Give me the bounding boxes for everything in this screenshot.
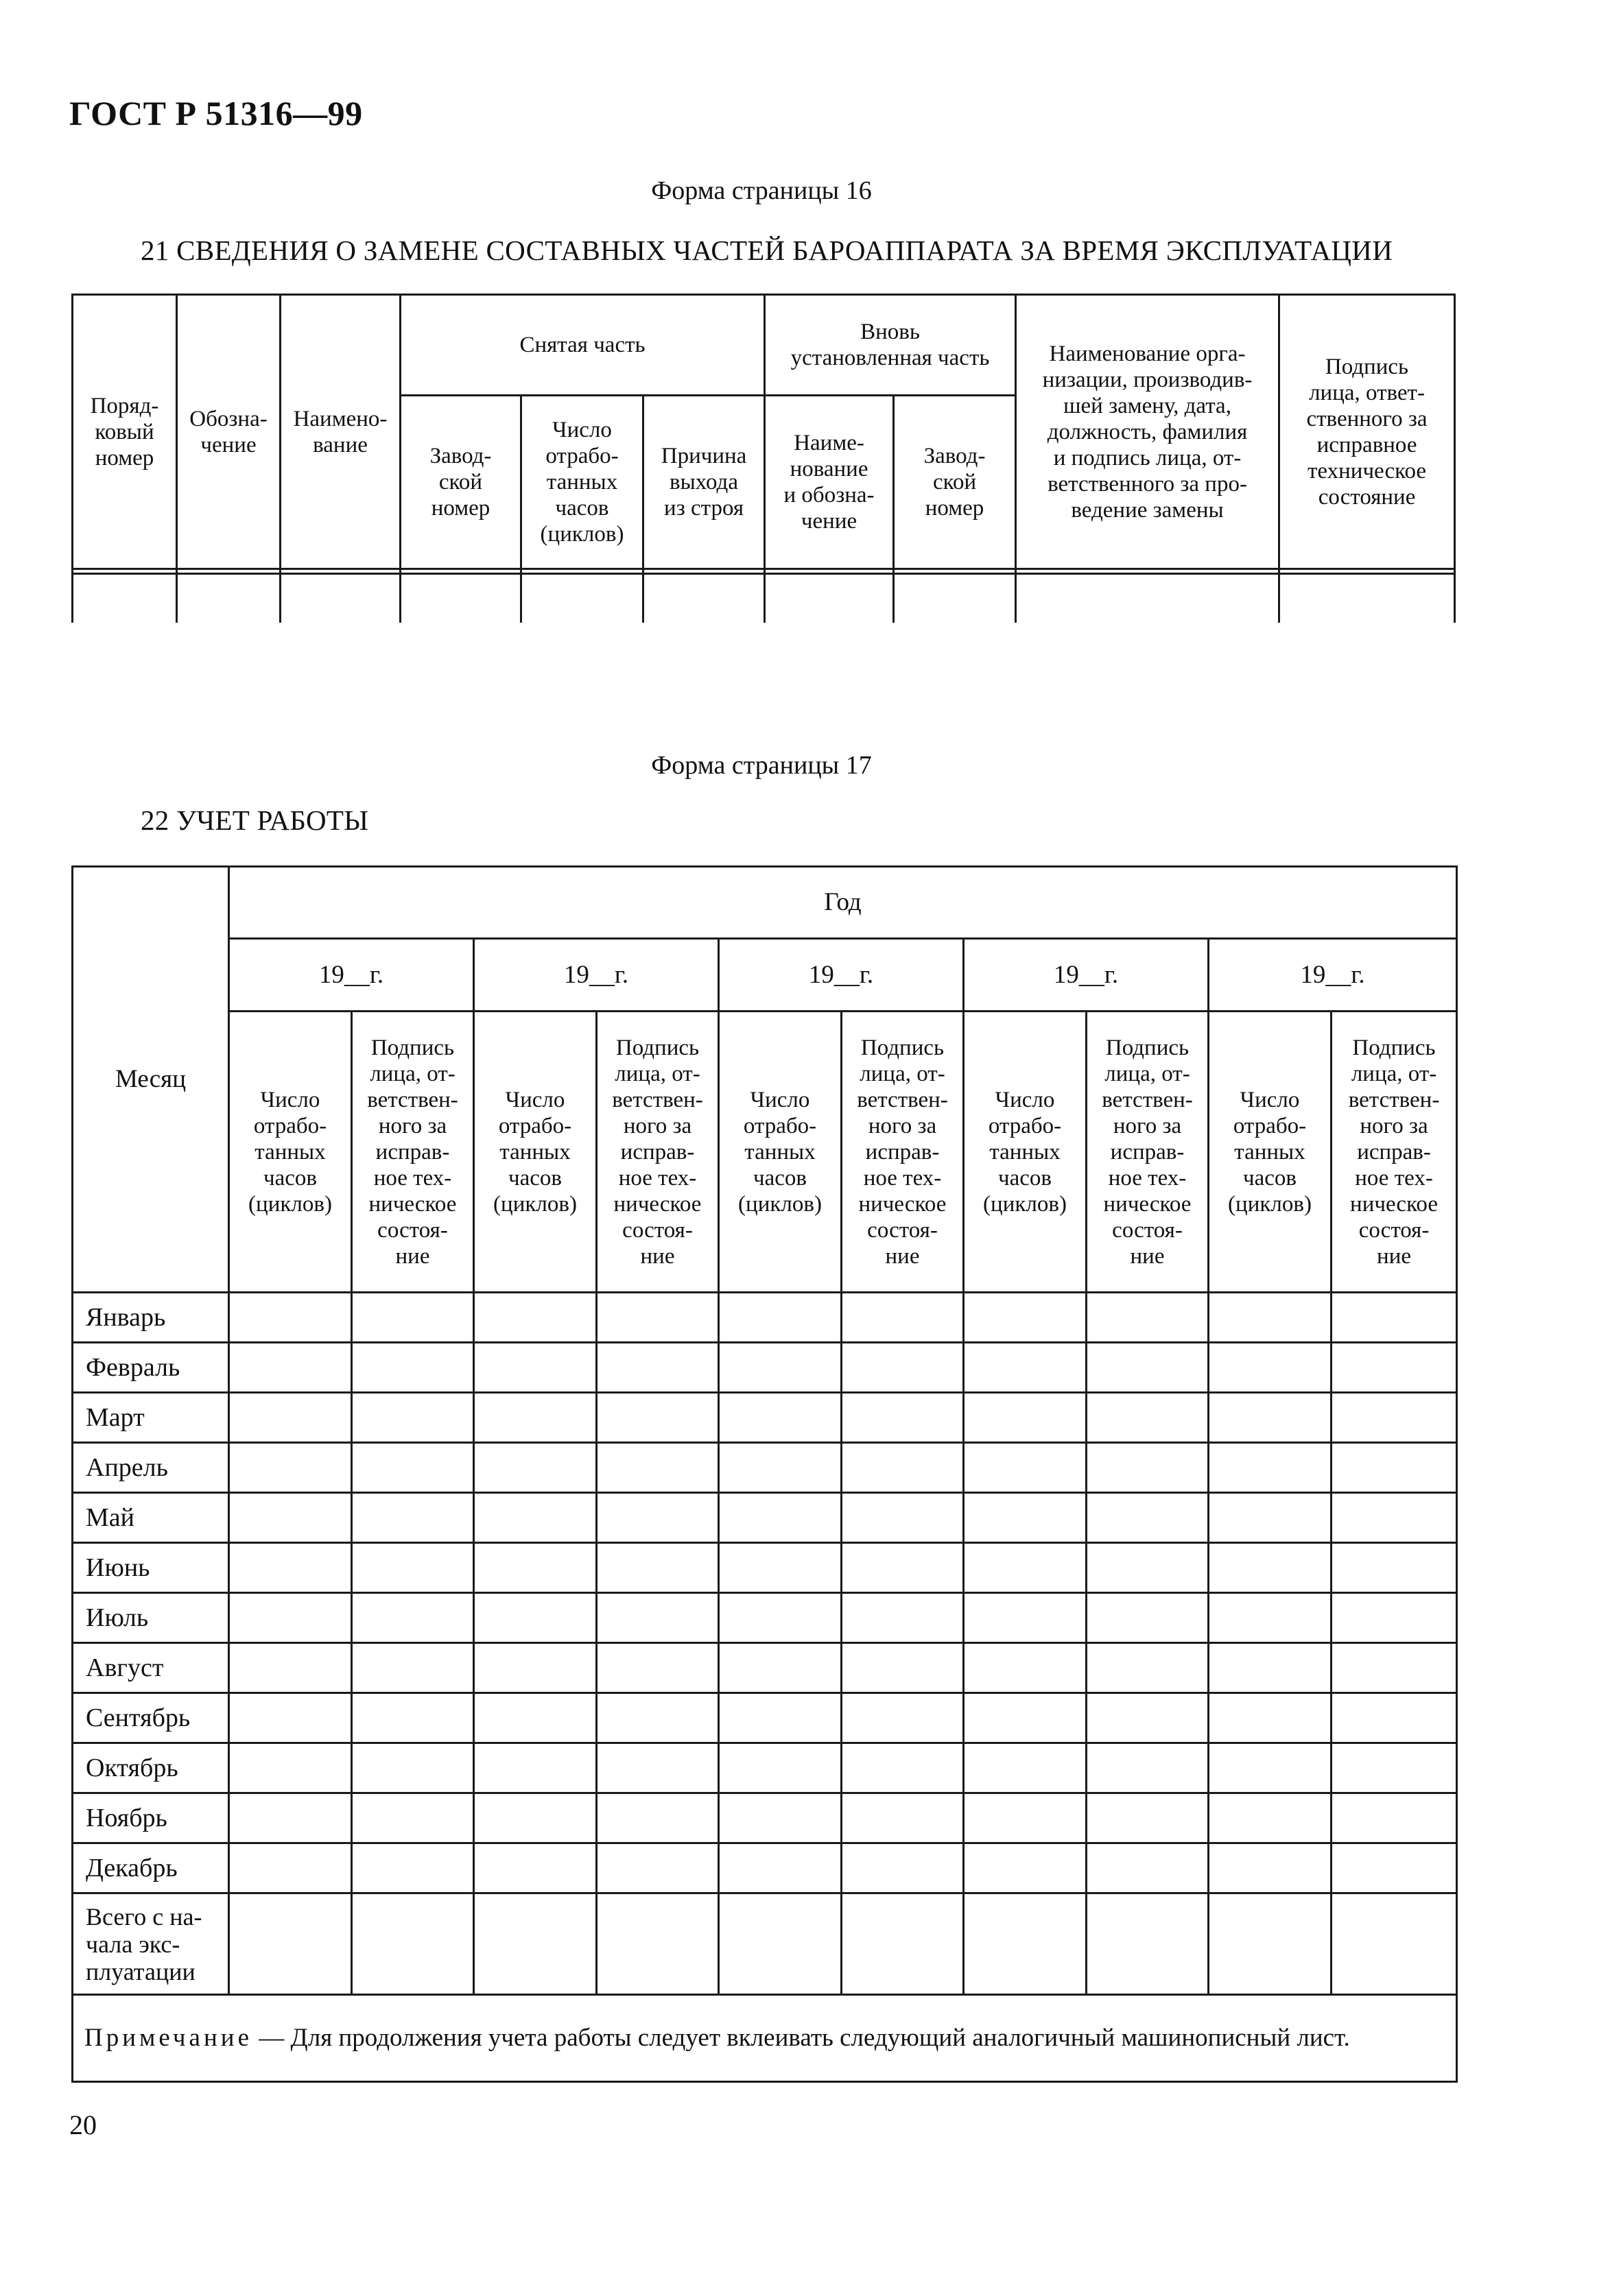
month-label: Сентябрь [73, 1693, 229, 1743]
table-cell[interactable] [719, 1343, 842, 1393]
col-designation: Обозна- чение [177, 295, 281, 569]
table-cell[interactable] [1209, 1743, 1332, 1793]
table-cell[interactable] [964, 1843, 1087, 1893]
table-cell[interactable] [597, 1693, 719, 1743]
table-cell[interactable] [719, 1693, 842, 1743]
table-cell[interactable] [964, 1543, 1087, 1593]
table-cell[interactable] [1087, 1343, 1209, 1393]
table-cell[interactable] [1332, 1643, 1457, 1693]
table-cell[interactable] [1209, 1593, 1332, 1643]
col-installed-name: Наиме- нование и обозна- чение [765, 396, 894, 569]
table-cell[interactable] [1087, 1743, 1209, 1793]
table-cell[interactable] [352, 1743, 474, 1793]
work-log-table [71, 865, 1458, 2083]
table-cell[interactable] [719, 1443, 842, 1493]
table-cell[interactable] [597, 1293, 719, 1343]
table-cell[interactable] [964, 1443, 1087, 1493]
col-signature-year-2: Подпись лица, от- ветствен- ного за исправ- ное тех- ническое состоя- ние [597, 1012, 719, 1293]
table-row [73, 1793, 1457, 1843]
table-row [73, 1443, 1457, 1493]
table-cell[interactable] [474, 1493, 597, 1543]
table-cell[interactable] [842, 1493, 964, 1543]
table-cell[interactable] [474, 1743, 597, 1793]
table-cell[interactable] [719, 1393, 842, 1443]
table-cell[interactable] [597, 1493, 719, 1543]
col-installed-part: Вновь установленная часть [765, 295, 1016, 396]
table-row [73, 1493, 1457, 1543]
table-cell[interactable] [229, 1493, 352, 1543]
table-cell[interactable] [229, 1343, 352, 1393]
col-removed-reason: Причина выхода из строя [643, 396, 765, 569]
table-cell[interactable] [597, 1393, 719, 1443]
table-cell[interactable] [964, 1593, 1087, 1643]
col-hours-year-5: Число отрабо- танных часов (циклов) [1209, 1012, 1332, 1293]
year-3: 19__г. [719, 939, 964, 1012]
col-signature-year-5: Подпись лица, от- ветствен- ного за исправ- ное тех- ническое состоя- ние [1332, 1012, 1457, 1293]
table-cell[interactable] [597, 1643, 719, 1693]
table-cell[interactable] [1209, 1543, 1332, 1593]
table-cell[interactable] [1209, 1643, 1332, 1693]
table-cell[interactable] [1332, 1393, 1457, 1443]
section-22-title: 22 УЧЕТ РАБОТЫ [141, 804, 369, 836]
col-hours-year-1: Число отрабо- танных часов (циклов) [229, 1012, 352, 1293]
table-cell[interactable] [964, 1643, 1087, 1693]
table-cell[interactable] [229, 1543, 352, 1593]
col-signature-year-1: Подпись лица, от- ветствен- ного за исправ- ное тех- ническое состоя- ние [352, 1012, 474, 1293]
month-label: Май [73, 1493, 229, 1543]
table-cell[interactable] [597, 1843, 719, 1893]
table-cell[interactable] [597, 1443, 719, 1493]
table-cell[interactable] [842, 1293, 964, 1343]
table-cell[interactable] [352, 1543, 474, 1593]
form-17-title: Форма страницы 17 [651, 751, 872, 780]
table-cell[interactable] [1332, 1443, 1457, 1493]
standard-number: ГОСТ Р 51316—99 [69, 94, 363, 132]
table-cell[interactable] [842, 1693, 964, 1743]
table-row [73, 1693, 1457, 1743]
table-cell[interactable] [842, 1743, 964, 1793]
form-16-title: Форма страницы 16 [651, 176, 872, 205]
col-hours-year-4: Число отрабо- танных часов (циклов) [964, 1012, 1087, 1293]
table-cell[interactable] [842, 1643, 964, 1693]
col-removed-serial: Завод- ской номер [401, 396, 521, 569]
parts-replacement-table [71, 294, 1456, 623]
month-label: Январь [73, 1293, 229, 1343]
table-cell[interactable] [229, 1793, 352, 1843]
table-cell[interactable] [719, 1743, 842, 1793]
month-label: Ноябрь [73, 1793, 229, 1843]
table-row [73, 1643, 1457, 1693]
table-cell[interactable] [229, 1643, 352, 1693]
table-row [73, 1393, 1457, 1443]
month-label: Август [73, 1643, 229, 1693]
col-month: Месяц [73, 867, 229, 1293]
table-cell[interactable] [842, 1543, 964, 1593]
month-label: Апрель [73, 1443, 229, 1493]
note-text: — Для продолжения учета работы следует вклеивать следующий аналогичный машинописный лист. [252, 2024, 1350, 2052]
table-cell[interactable] [842, 1393, 964, 1443]
table-cell[interactable] [352, 1343, 474, 1393]
table-cell[interactable] [474, 1793, 597, 1843]
table-row [73, 1843, 1457, 1893]
table-cell[interactable] [229, 1743, 352, 1793]
table-cell[interactable] [964, 1743, 1087, 1793]
table-cell[interactable] [474, 1443, 597, 1493]
table-cell[interactable] [719, 1593, 842, 1643]
table-cell[interactable] [719, 1493, 842, 1543]
col-organization: Наименование орга- низации, производив- шей замену, дата, должность, фамилия и подпись лица, от- ветственного за про- ведение замены [1016, 295, 1279, 569]
table-cell[interactable] [229, 1393, 352, 1443]
year-5: 19__г. [1209, 939, 1457, 1012]
table-cell[interactable] [964, 1393, 1087, 1443]
table-row [73, 1343, 1457, 1393]
year-4: 19__г. [964, 939, 1209, 1012]
month-label: Июнь [73, 1543, 229, 1593]
table-cell[interactable] [1087, 1293, 1209, 1343]
table-row [73, 1593, 1457, 1643]
table-cell[interactable] [719, 1843, 842, 1893]
table-cell[interactable] [1332, 1543, 1457, 1593]
table-cell[interactable] [1332, 1593, 1457, 1643]
table-cell[interactable] [842, 1843, 964, 1893]
table-cell[interactable] [1332, 1843, 1457, 1893]
table-cell[interactable] [1087, 1693, 1209, 1743]
table-cell[interactable] [964, 1693, 1087, 1743]
table-cell[interactable] [719, 1643, 842, 1693]
table-cell[interactable] [352, 1293, 474, 1343]
month-label: Декабрь [73, 1843, 229, 1893]
table-cell[interactable] [474, 1643, 597, 1693]
col-signature-year-3: Подпись лица, от- ветствен- ного за исправ- ное тех- ническое состоя- ние [842, 1012, 964, 1293]
col-hours-year-2: Число отрабо- танных часов (циклов) [474, 1012, 597, 1293]
table-cell[interactable] [352, 1393, 474, 1443]
table-cell[interactable] [842, 1793, 964, 1843]
table-cell[interactable] [1209, 1293, 1332, 1343]
table-cell[interactable] [719, 1293, 842, 1343]
year-1: 19__г. [229, 939, 474, 1012]
table-cell[interactable] [229, 1593, 352, 1643]
table-cell[interactable] [964, 1793, 1087, 1843]
table-row [73, 574, 1455, 623]
table-cell[interactable] [1209, 1493, 1332, 1543]
table-cell[interactable] [352, 1443, 474, 1493]
table-cell[interactable] [597, 1793, 719, 1843]
table-cell[interactable] [1209, 1843, 1332, 1893]
table-cell[interactable] [1087, 1393, 1209, 1443]
table-cell[interactable] [229, 1293, 352, 1343]
table-cell[interactable] [842, 1593, 964, 1643]
table-cell[interactable] [964, 1343, 1087, 1393]
note-label: Примечание [84, 2024, 252, 2052]
table-cell[interactable] [352, 1493, 474, 1543]
table-cell[interactable] [352, 1643, 474, 1693]
table-cell[interactable] [1209, 1393, 1332, 1443]
table-cell[interactable] [1087, 1643, 1209, 1693]
col-removed-hours: Число отрабо- танных часов (циклов) [521, 396, 643, 569]
table-cell[interactable] [1332, 1293, 1457, 1343]
table-cell[interactable] [1332, 1493, 1457, 1543]
table-cell[interactable] [719, 1543, 842, 1593]
table-cell[interactable] [474, 1393, 597, 1443]
table-cell[interactable] [1087, 1443, 1209, 1493]
table-row [73, 1293, 1457, 1343]
table-cell[interactable] [1332, 1743, 1457, 1793]
col-signature-year-4: Подпись лица, от- ветствен- ного за исправ- ное тех- ническое состоя- ние [1087, 1012, 1209, 1293]
table-cell[interactable] [964, 1293, 1087, 1343]
table-cell[interactable] [474, 1593, 597, 1643]
table-cell[interactable] [352, 1593, 474, 1643]
table-cell[interactable] [597, 1343, 719, 1393]
table-cell[interactable] [229, 1693, 352, 1743]
table-cell[interactable] [1209, 1443, 1332, 1493]
table-cell[interactable] [474, 1343, 597, 1393]
table-cell[interactable] [597, 1543, 719, 1593]
table-cell[interactable] [352, 1793, 474, 1843]
table-cell[interactable] [1209, 1693, 1332, 1743]
table-cell[interactable] [1209, 1343, 1332, 1393]
table-cell[interactable] [1087, 1543, 1209, 1593]
col-removed-part: Снятая часть [401, 295, 765, 396]
col-hours-year-3: Число отрабо- танных часов (циклов) [719, 1012, 842, 1293]
table-cell[interactable] [1087, 1493, 1209, 1543]
table-cell[interactable] [1332, 1343, 1457, 1393]
table-cell[interactable] [229, 1443, 352, 1493]
col-name: Наимено- вание [281, 295, 401, 569]
section-21-title: 21 СВЕДЕНИЯ О ЗАМЕНЕ СОСТАВНЫХ ЧАСТЕЙ БАРОАППАРАТА ЗА ВРЕМЯ ЭКСПЛУАТАЦИИ [141, 235, 1393, 266]
table-cell[interactable] [597, 1593, 719, 1643]
table-cell[interactable] [352, 1693, 474, 1743]
table-cell[interactable] [1209, 1793, 1332, 1843]
month-label: Февраль [73, 1343, 229, 1393]
table-cell[interactable] [1332, 1693, 1457, 1743]
col-signature: Подпись лица, ответ- ственного за исправное техническое состояние [1279, 295, 1455, 569]
total-label: Всего с на- чала экс- плуатации [73, 1893, 229, 1995]
table-cell[interactable] [964, 1493, 1087, 1543]
table-cell[interactable] [1332, 1793, 1457, 1843]
table-cell[interactable] [474, 1293, 597, 1343]
col-order-number: Поряд- ковый номер [73, 295, 177, 569]
col-year: Год [229, 867, 1457, 939]
note [73, 1995, 1457, 2082]
table-cell[interactable] [1087, 1593, 1209, 1643]
table-cell[interactable] [352, 1843, 474, 1893]
col-installed-serial: Завод- ской номер [894, 396, 1016, 569]
table-cell[interactable] [474, 1543, 597, 1593]
table-row [73, 1543, 1457, 1593]
table-cell[interactable] [474, 1843, 597, 1893]
month-label: Март [73, 1393, 229, 1443]
table-cell[interactable] [474, 1693, 597, 1743]
table-cell[interactable] [229, 1843, 352, 1893]
table-cell[interactable] [842, 1443, 964, 1493]
month-label: Октябрь [73, 1743, 229, 1793]
table-row [73, 1743, 1457, 1793]
month-label: Июль [73, 1593, 229, 1643]
table-cell[interactable] [719, 1793, 842, 1843]
table-cell[interactable] [1087, 1843, 1209, 1893]
table-cell[interactable] [597, 1743, 719, 1793]
page-number: 20 [69, 2109, 97, 2140]
table-cell[interactable] [842, 1343, 964, 1393]
year-2: 19__г. [474, 939, 719, 1012]
table-cell[interactable] [1087, 1793, 1209, 1843]
